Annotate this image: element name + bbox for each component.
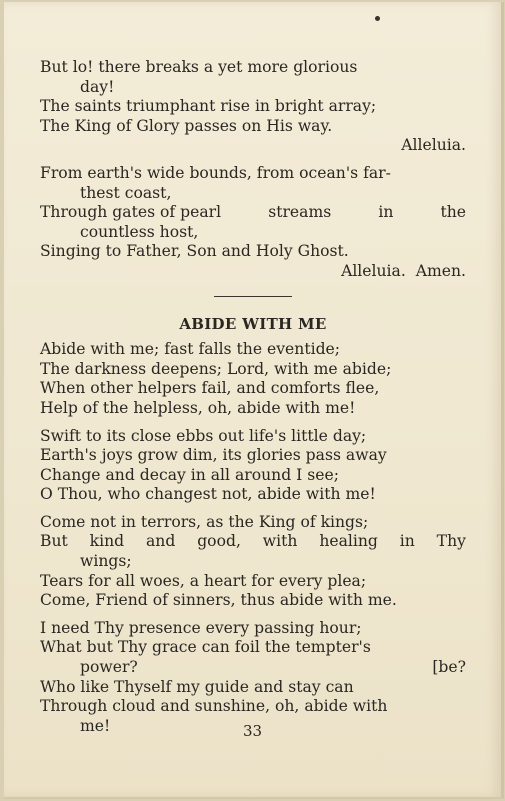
word: Thy [436, 532, 466, 551]
book-page [4, 2, 504, 799]
verse-line: Who like Thyself my guide and stay can [40, 677, 354, 696]
verse-line: countless host, [80, 222, 199, 241]
verse-line: I need Thy presence every passing hour; [40, 618, 362, 637]
verse-line-justified [40, 532, 466, 552]
verse-line: When other helpers fail, and comforts flee, [40, 379, 380, 398]
hymn-title: ABIDE WITH ME [179, 314, 327, 333]
word: the [440, 203, 466, 222]
word: in [399, 532, 415, 551]
verse-line: The saints triumphant rise in bright array; [40, 97, 377, 116]
verse-line: Come not in terrors, as the King of kings; [40, 512, 369, 531]
verse-line: thest coast, [80, 183, 172, 202]
word: in [378, 203, 394, 222]
verse-line: What but Thy grace can foil the tempter's [40, 638, 371, 657]
verse-line: Singing to Father, Son and Holy Ghost. [40, 242, 349, 261]
alleluia-amen-line: Alleluia. Amen. [341, 261, 466, 280]
page-number: 33 [242, 722, 263, 740]
verse-line: But lo! there breaks a yet more glorious [40, 58, 358, 76]
verse-line: The King of Glory passes on His way. [40, 116, 333, 135]
verse-line: Earth's joys grow dim, its glories pass away [40, 446, 387, 465]
word: [be? [432, 658, 466, 677]
word: with [262, 532, 298, 551]
word: good, [197, 532, 241, 551]
section-divider [214, 296, 292, 297]
verse-line-justified [40, 203, 466, 223]
verse-line: Help of the helpless, oh, abide with me! [40, 398, 356, 417]
verse-line-split [40, 658, 466, 678]
word: But [40, 532, 68, 551]
verse-line: From earth's wide bounds, from ocean's far- [40, 163, 391, 182]
verse-line: Through cloud and sunshine, oh, abide with [40, 697, 388, 716]
word: healing [319, 532, 378, 551]
word: Through gates of pearl [40, 203, 222, 222]
verse-line: O Thou, who changest not, abide with me! [40, 485, 376, 504]
verse-line: Swift to its close ebbs out life's little day; [40, 426, 367, 445]
verse-line: Tears for all woes, a heart for every plea; [40, 571, 367, 590]
verse-line: me! [80, 716, 111, 735]
word: kind [89, 532, 125, 551]
alleluia-line: Alleluia. [401, 136, 466, 155]
verse-line: Come, Friend of sinners, thus abide with me. [40, 591, 397, 610]
word: power? [80, 658, 138, 677]
verse-line: wings; [80, 552, 132, 571]
word: and [146, 532, 176, 551]
verse-line: Change and decay in all around I see; [40, 465, 339, 484]
ink-speck [375, 16, 380, 21]
word: streams [268, 203, 332, 222]
page-text [40, 58, 466, 736]
verse-line: The darkness deepens; Lord, with me abide; [40, 359, 392, 378]
verse-line: Abide with me; fast falls the eventide; [40, 340, 341, 359]
verse-line: day! [80, 77, 115, 96]
